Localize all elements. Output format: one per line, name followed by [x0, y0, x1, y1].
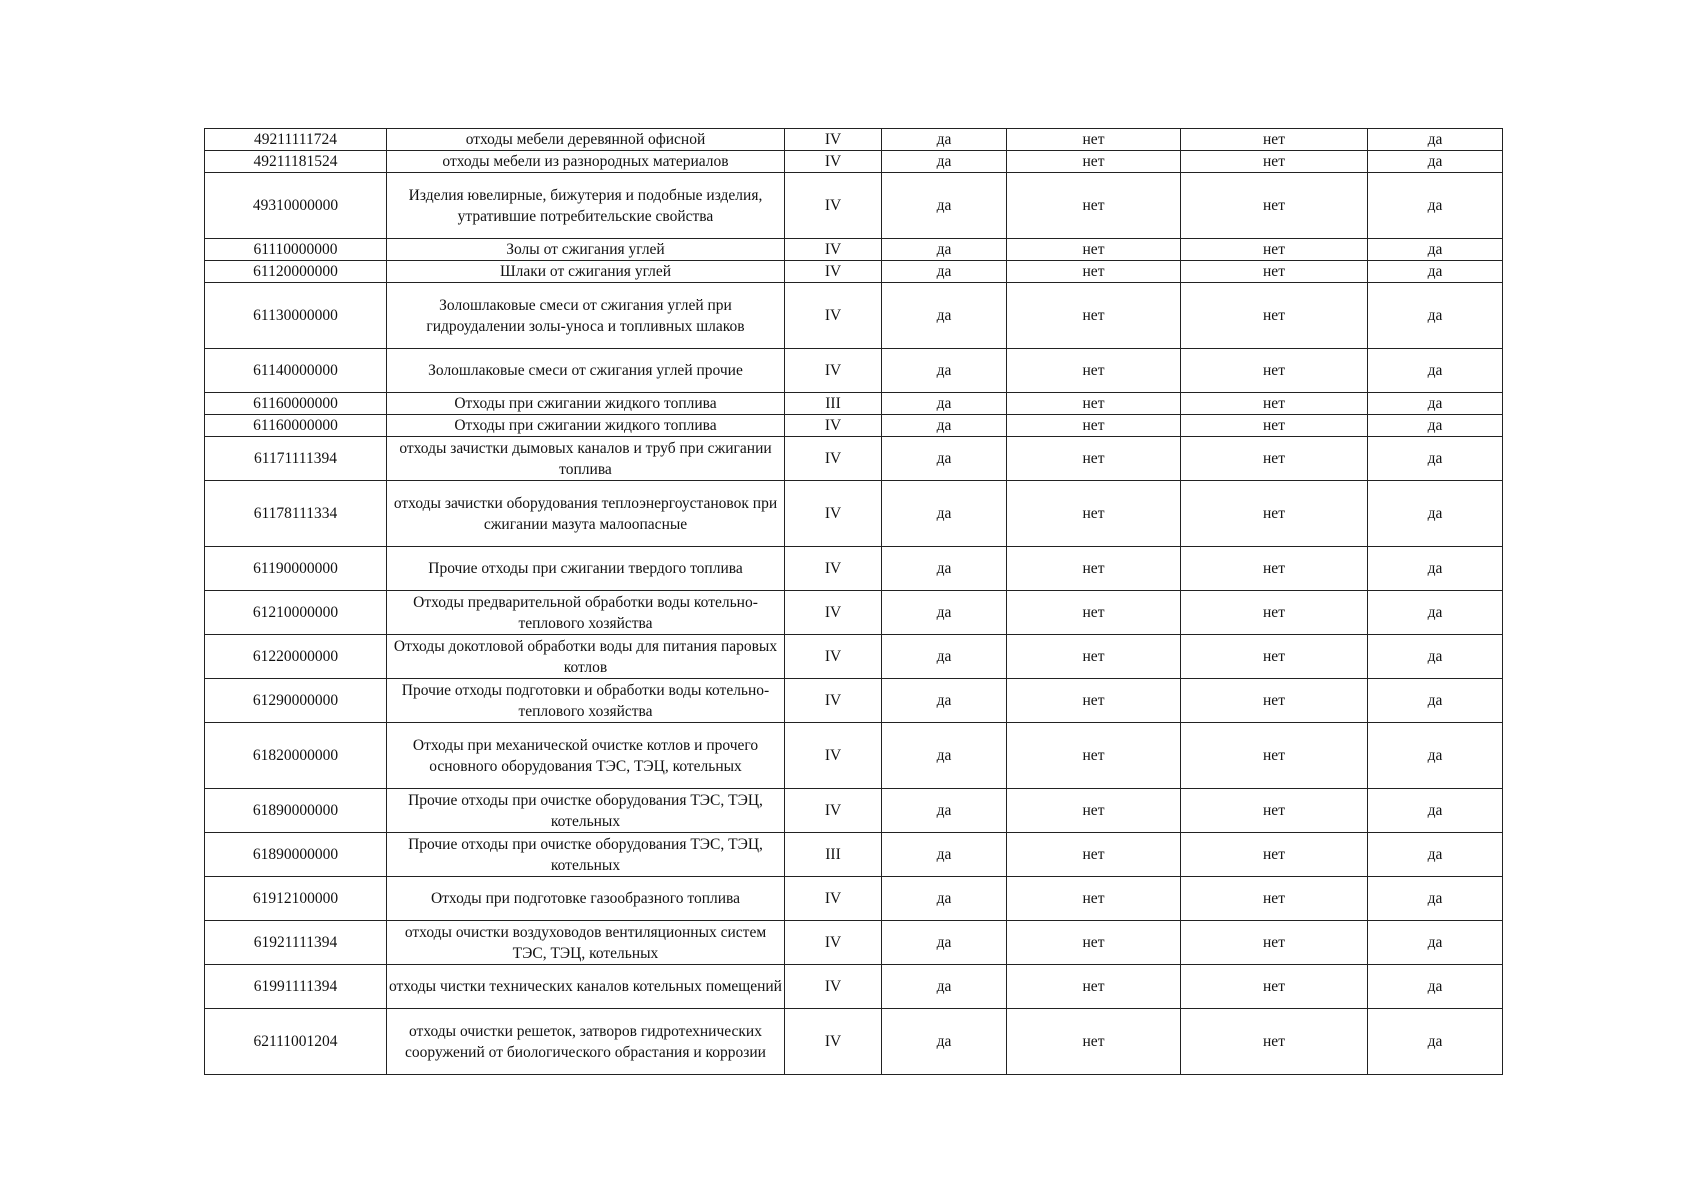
waste-name-cell: отходы чистки технических каналов котельных помещений: [387, 965, 785, 1009]
waste-name-cell: Прочие отходы при сжигании твердого топлива: [387, 547, 785, 591]
flag-cell-3: нет: [1181, 635, 1368, 679]
flag-cell-4: да: [1368, 877, 1503, 921]
waste-code-cell: 49310000000: [205, 173, 387, 239]
waste-code-cell: 61210000000: [205, 591, 387, 635]
flag-cell-4: да: [1368, 349, 1503, 393]
flag-cell-4: да: [1368, 173, 1503, 239]
waste-name-cell: отходы зачистки дымовых каналов и труб при сжигании топлива: [387, 437, 785, 481]
hazard-class-cell: IV: [785, 877, 882, 921]
waste-code-cell: 61120000000: [205, 261, 387, 283]
waste-name-cell: Отходы при подготовке газообразного топлива: [387, 877, 785, 921]
flag-cell-1: да: [882, 723, 1007, 789]
flag-cell-4: да: [1368, 833, 1503, 877]
flag-cell-1: да: [882, 789, 1007, 833]
hazard-class-cell: IV: [785, 921, 882, 965]
hazard-class-cell: IV: [785, 415, 882, 437]
flag-cell-3: нет: [1181, 437, 1368, 481]
flag-cell-3: нет: [1181, 481, 1368, 547]
waste-name-cell: Отходы при сжигании жидкого топлива: [387, 393, 785, 415]
flag-cell-1: да: [882, 239, 1007, 261]
flag-cell-1: да: [882, 547, 1007, 591]
flag-cell-4: да: [1368, 591, 1503, 635]
flag-cell-2: нет: [1007, 393, 1181, 415]
waste-name-cell: Прочие отходы при очистке оборудования ТЭС, ТЭЦ, котельных: [387, 833, 785, 877]
waste-name-cell: отходы очистки решеток, затворов гидротехнических сооружений от биологического обрастания и коррозии: [387, 1009, 785, 1075]
hazard-class-cell: IV: [785, 173, 882, 239]
flag-cell-2: нет: [1007, 591, 1181, 635]
table-row: [205, 437, 1503, 481]
flag-cell-3: нет: [1181, 877, 1368, 921]
waste-code-cell: 61110000000: [205, 239, 387, 261]
hazard-class-cell: IV: [785, 1009, 882, 1075]
hazard-class-cell: IV: [785, 481, 882, 547]
waste-code-cell: 61190000000: [205, 547, 387, 591]
flag-cell-3: нет: [1181, 679, 1368, 723]
flag-cell-2: нет: [1007, 723, 1181, 789]
waste-name-cell: Изделия ювелирные, бижутерия и подобные изделия, утратившие потребительские свойства: [387, 173, 785, 239]
flag-cell-3: нет: [1181, 129, 1368, 151]
table-row: [205, 349, 1503, 393]
hazard-class-cell: IV: [785, 635, 882, 679]
hazard-class-cell: IV: [785, 965, 882, 1009]
flag-cell-2: нет: [1007, 415, 1181, 437]
flag-cell-1: да: [882, 591, 1007, 635]
waste-name-cell: отходы очистки воздуховодов вентиляционных систем ТЭС, ТЭЦ, котельных: [387, 921, 785, 965]
table-row: [205, 283, 1503, 349]
waste-name-cell: Золошлаковые смеси от сжигания углей при гидроудалении золы-уноса и топливных шлаков: [387, 283, 785, 349]
flag-cell-3: нет: [1181, 921, 1368, 965]
table-row: [205, 481, 1503, 547]
flag-cell-1: да: [882, 173, 1007, 239]
flag-cell-3: нет: [1181, 173, 1368, 239]
table-row: [205, 965, 1503, 1009]
waste-name-cell: Золошлаковые смеси от сжигания углей прочие: [387, 349, 785, 393]
flag-cell-4: да: [1368, 151, 1503, 173]
flag-cell-3: нет: [1181, 547, 1368, 591]
flag-cell-2: нет: [1007, 833, 1181, 877]
table-row: [205, 239, 1503, 261]
table-row: [205, 151, 1503, 173]
waste-code-cell: 61890000000: [205, 789, 387, 833]
flag-cell-1: да: [882, 151, 1007, 173]
flag-cell-4: да: [1368, 437, 1503, 481]
flag-cell-3: нет: [1181, 965, 1368, 1009]
flag-cell-2: нет: [1007, 173, 1181, 239]
waste-code-cell: 61130000000: [205, 283, 387, 349]
flag-cell-2: нет: [1007, 261, 1181, 283]
waste-name-cell: Отходы докотловой обработки воды для питания паровых котлов: [387, 635, 785, 679]
flag-cell-1: да: [882, 415, 1007, 437]
flag-cell-2: нет: [1007, 1009, 1181, 1075]
flag-cell-4: да: [1368, 393, 1503, 415]
table-row: [205, 635, 1503, 679]
table-row: [205, 723, 1503, 789]
flag-cell-2: нет: [1007, 679, 1181, 723]
flag-cell-2: нет: [1007, 635, 1181, 679]
waste-code-cell: 61820000000: [205, 723, 387, 789]
waste-name-cell: Отходы при сжигании жидкого топлива: [387, 415, 785, 437]
flag-cell-2: нет: [1007, 877, 1181, 921]
flag-cell-4: да: [1368, 789, 1503, 833]
flag-cell-4: да: [1368, 679, 1503, 723]
flag-cell-4: да: [1368, 415, 1503, 437]
flag-cell-2: нет: [1007, 481, 1181, 547]
flag-cell-3: нет: [1181, 591, 1368, 635]
waste-code-cell: 61171111394: [205, 437, 387, 481]
hazard-class-cell: IV: [785, 789, 882, 833]
table-row: [205, 129, 1503, 151]
waste-name-cell: Отходы при механической очистке котлов и прочего основного оборудования ТЭС, ТЭЦ, котельных: [387, 723, 785, 789]
table-row: [205, 591, 1503, 635]
table-row: [205, 921, 1503, 965]
hazard-class-cell: IV: [785, 437, 882, 481]
flag-cell-2: нет: [1007, 151, 1181, 173]
waste-table: [204, 128, 1503, 1075]
flag-cell-3: нет: [1181, 393, 1368, 415]
flag-cell-1: да: [882, 635, 1007, 679]
hazard-class-cell: IV: [785, 129, 882, 151]
flag-cell-2: нет: [1007, 789, 1181, 833]
hazard-class-cell: III: [785, 393, 882, 415]
waste-name-cell: Шлаки от сжигания углей: [387, 261, 785, 283]
flag-cell-3: нет: [1181, 283, 1368, 349]
flag-cell-4: да: [1368, 283, 1503, 349]
flag-cell-2: нет: [1007, 547, 1181, 591]
table-body: [205, 129, 1503, 1075]
waste-code-cell: 49211111724: [205, 129, 387, 151]
waste-code-cell: 61160000000: [205, 393, 387, 415]
waste-code-cell: 61290000000: [205, 679, 387, 723]
flag-cell-1: да: [882, 129, 1007, 151]
flag-cell-3: нет: [1181, 833, 1368, 877]
flag-cell-1: да: [882, 261, 1007, 283]
flag-cell-2: нет: [1007, 965, 1181, 1009]
flag-cell-2: нет: [1007, 437, 1181, 481]
table-row: [205, 679, 1503, 723]
waste-code-cell: 61912100000: [205, 877, 387, 921]
flag-cell-1: да: [882, 283, 1007, 349]
waste-name-cell: Прочие отходы при очистке оборудования ТЭС, ТЭЦ, котельных: [387, 789, 785, 833]
waste-code-cell: 61890000000: [205, 833, 387, 877]
table-row: [205, 877, 1503, 921]
hazard-class-cell: IV: [785, 723, 882, 789]
flag-cell-4: да: [1368, 965, 1503, 1009]
waste-code-cell: 61160000000: [205, 415, 387, 437]
flag-cell-3: нет: [1181, 415, 1368, 437]
hazard-class-cell: IV: [785, 591, 882, 635]
flag-cell-1: да: [882, 679, 1007, 723]
waste-name-cell: отходы мебели деревянной офисной: [387, 129, 785, 151]
flag-cell-1: да: [882, 833, 1007, 877]
waste-name-cell: отходы зачистки оборудования теплоэнергоустановок при сжигании мазута малоопасные: [387, 481, 785, 547]
flag-cell-3: нет: [1181, 723, 1368, 789]
flag-cell-1: да: [882, 437, 1007, 481]
flag-cell-4: да: [1368, 723, 1503, 789]
hazard-class-cell: IV: [785, 547, 882, 591]
flag-cell-4: да: [1368, 921, 1503, 965]
waste-code-cell: 61921111394: [205, 921, 387, 965]
waste-code-cell: 62111001204: [205, 1009, 387, 1075]
table-row: [205, 1009, 1503, 1075]
flag-cell-4: да: [1368, 635, 1503, 679]
flag-cell-4: да: [1368, 1009, 1503, 1075]
table-row: [205, 415, 1503, 437]
waste-code-cell: 61991111394: [205, 965, 387, 1009]
hazard-class-cell: IV: [785, 261, 882, 283]
waste-code-cell: 61220000000: [205, 635, 387, 679]
flag-cell-2: нет: [1007, 349, 1181, 393]
waste-code-cell: 61178111334: [205, 481, 387, 547]
flag-cell-2: нет: [1007, 129, 1181, 151]
flag-cell-1: да: [882, 393, 1007, 415]
table-row: [205, 547, 1503, 591]
hazard-class-cell: IV: [785, 283, 882, 349]
table-row: [205, 833, 1503, 877]
hazard-class-cell: IV: [785, 349, 882, 393]
flag-cell-4: да: [1368, 547, 1503, 591]
waste-name-cell: Золы от сжигания углей: [387, 239, 785, 261]
flag-cell-3: нет: [1181, 261, 1368, 283]
table-row: [205, 261, 1503, 283]
hazard-class-cell: IV: [785, 239, 882, 261]
table-row: [205, 393, 1503, 415]
flag-cell-4: да: [1368, 129, 1503, 151]
hazard-class-cell: III: [785, 833, 882, 877]
flag-cell-1: да: [882, 349, 1007, 393]
flag-cell-2: нет: [1007, 283, 1181, 349]
table-row: [205, 789, 1503, 833]
waste-name-cell: Отходы предварительной обработки воды котельно-теплового хозяйства: [387, 591, 785, 635]
flag-cell-1: да: [882, 481, 1007, 547]
flag-cell-3: нет: [1181, 1009, 1368, 1075]
flag-cell-3: нет: [1181, 789, 1368, 833]
flag-cell-1: да: [882, 1009, 1007, 1075]
hazard-class-cell: IV: [785, 151, 882, 173]
waste-name-cell: Прочие отходы подготовки и обработки воды котельно-теплового хозяйства: [387, 679, 785, 723]
flag-cell-1: да: [882, 877, 1007, 921]
flag-cell-1: да: [882, 921, 1007, 965]
flag-cell-1: да: [882, 965, 1007, 1009]
hazard-class-cell: IV: [785, 679, 882, 723]
flag-cell-4: да: [1368, 481, 1503, 547]
flag-cell-4: да: [1368, 261, 1503, 283]
flag-cell-2: нет: [1007, 921, 1181, 965]
flag-cell-4: да: [1368, 239, 1503, 261]
table-row: [205, 173, 1503, 239]
flag-cell-3: нет: [1181, 151, 1368, 173]
waste-code-cell: 49211181524: [205, 151, 387, 173]
flag-cell-3: нет: [1181, 239, 1368, 261]
waste-code-cell: 61140000000: [205, 349, 387, 393]
flag-cell-3: нет: [1181, 349, 1368, 393]
flag-cell-2: нет: [1007, 239, 1181, 261]
waste-name-cell: отходы мебели из разнородных материалов: [387, 151, 785, 173]
